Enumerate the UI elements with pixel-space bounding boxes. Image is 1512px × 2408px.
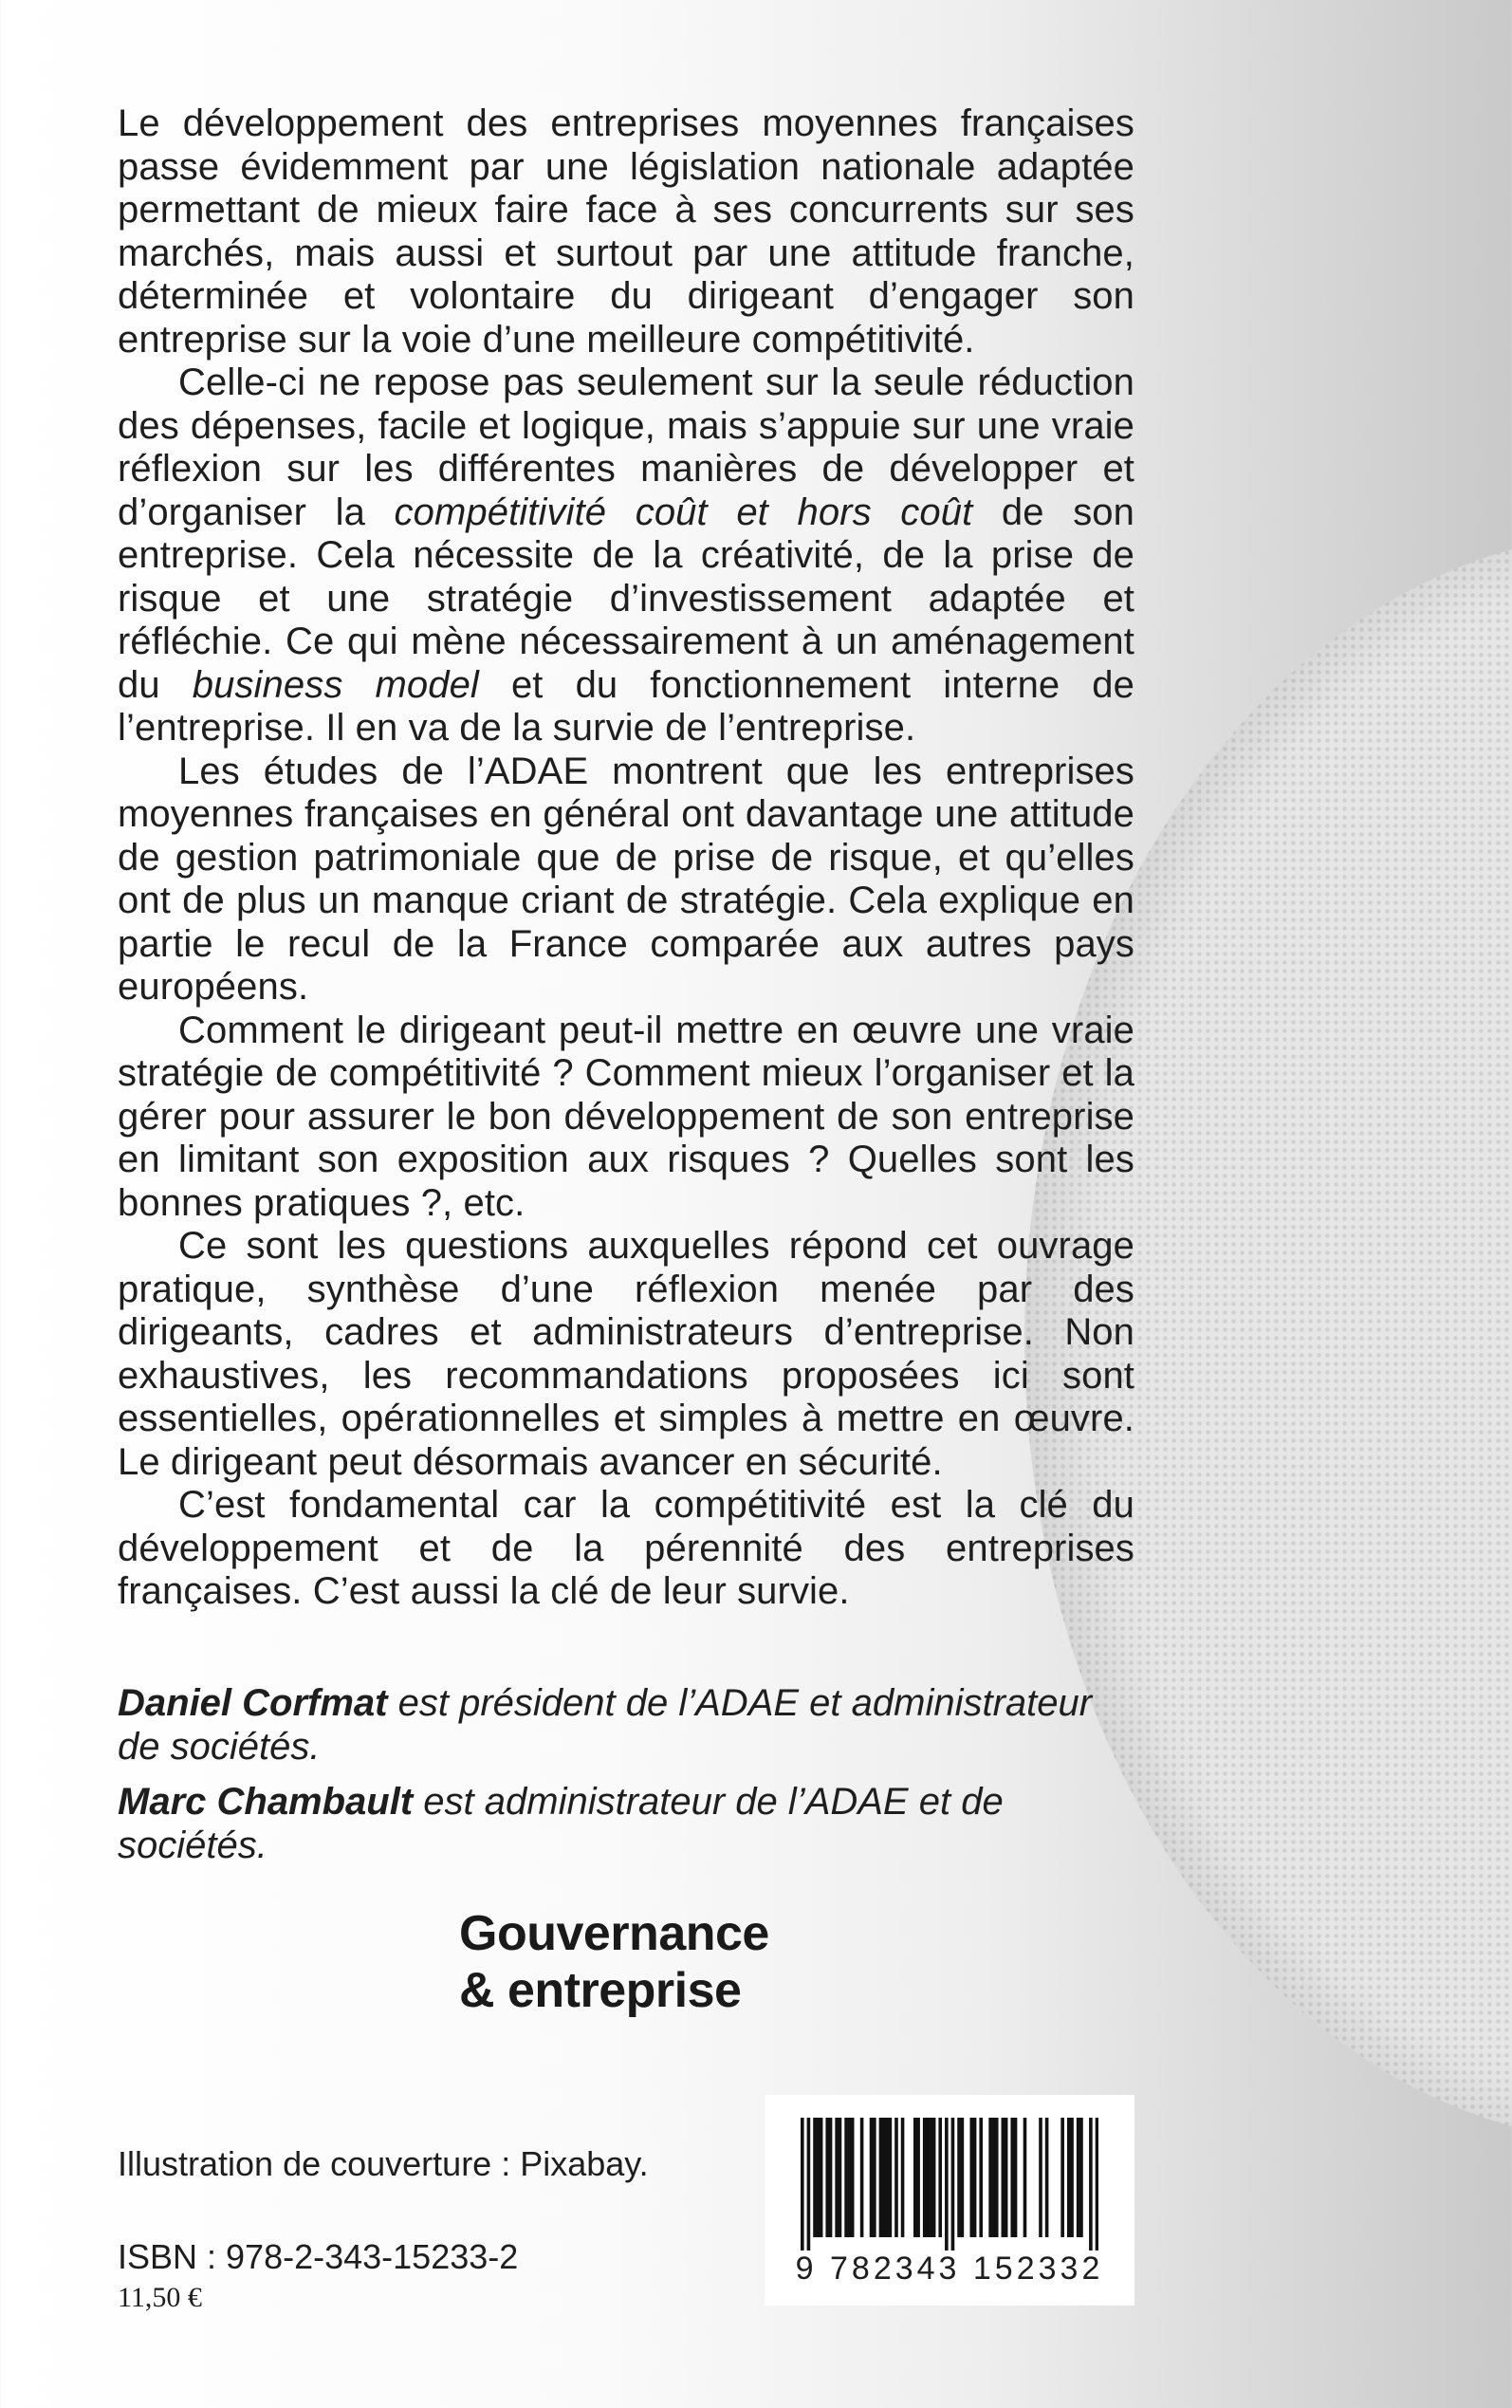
barcode-bar: [870, 2118, 874, 2237]
paragraph-2-emphasis-1: compétitivité coût et hors coût: [394, 491, 973, 533]
barcode-bar: [1014, 2118, 1018, 2237]
barcode-bar: [885, 2118, 889, 2237]
paragraph-6: C’est fondamental car la compétitivité est la clé du développement et de la pérennité des entreprises françaises. C’est aussi la clé de leur survie.: [118, 1484, 1134, 1612]
barcode-digits: 9 782343 152332: [795, 2251, 1104, 2287]
barcode-bar: [945, 2118, 949, 2251]
barcode: [765, 2095, 1134, 2306]
barcode-bar: [1070, 2118, 1074, 2237]
paragraph-5: Ce sont les questions auxquelles répond cet ouvrage pratique, synthèse d’une réflexion menée par des dirigeants, cadres et administrateurs d’entreprise. Non exhaustives, les recommandations proposées ici sont essentielles, opérationnelles et simples à mettre en œuvre. Le dirigeant peut désormais avancer en sécurité.: [118, 1225, 1134, 1483]
author-bio-2: [118, 1780, 1142, 1867]
barcode-bar: [817, 2118, 821, 2237]
barcode-bar: [1096, 2118, 1098, 2251]
barcode-bar: [913, 2118, 917, 2237]
price: 11,50 €: [118, 2282, 202, 2313]
barcode-bar: [932, 2118, 936, 2237]
barcode-bar: [835, 2118, 839, 2237]
paragraph-1: Le développement des entreprises moyennes françaises passe évidemment par une législation nationale adaptée permettant de mieux faire face à ses concurrents sur ses marchés, mais aussi et surtout par une attitude franche, déterminée et volontaire du dirigeant d’engager son entreprise sur la voie d’une meilleure compétitivité.: [118, 102, 1134, 361]
barcode-bar: [930, 2118, 933, 2237]
barcode-bar: [860, 2118, 864, 2237]
barcode-bar: [901, 2118, 905, 2237]
author-name-1: Daniel Corfmat: [118, 1682, 388, 1724]
barcode-bar: [848, 2118, 852, 2237]
barcode-bar: [1079, 2118, 1083, 2237]
paragraph-2-part-c: et du fonctionnement interne de l’entreprise. Il en va de la survie de l’entreprise.: [118, 663, 1135, 749]
barcode-bar: [995, 2118, 999, 2237]
collection-line-2: & entreprise: [459, 1963, 742, 2018]
barcode-bar: [1023, 2118, 1027, 2237]
barcode-bar: [1077, 2118, 1080, 2237]
paragraph-2-part-b: de son entreprise. Cela nécessite de la créativité, de la prise de risque et une stratégie d’investissement adaptée et réfléchie. Ce qui mène nécessairement à un aménagement du: [118, 491, 1134, 706]
barcode-bar: [1002, 2118, 1005, 2237]
paragraph-2: [118, 361, 1134, 750]
barcode-bar: [839, 2118, 842, 2237]
barcode-bar: [1039, 2118, 1042, 2237]
barcode-bar: [882, 2118, 886, 2237]
barcode-bar: [973, 2118, 977, 2237]
collection-line-1: Gouvernance: [459, 1906, 769, 1961]
barcode-bar: [1060, 2118, 1064, 2237]
paragraph-2-part-a: Celle-ci ne repose pas seulement sur la seule réduction des dépenses, facile et logique, mais s’appuie sur une vraie réflexion sur les différentes manières de développer et d’organiser la: [118, 361, 1134, 533]
isbn: ISBN : 978-2-343-15233-2: [118, 2237, 519, 2276]
barcode-bar: [969, 2118, 973, 2237]
author-bio-1: [118, 1681, 1142, 1769]
author-name-2: Marc Chambault: [118, 1781, 414, 1823]
barcode-bar: [851, 2118, 855, 2237]
barcode-bar: [1067, 2118, 1071, 2237]
barcode-bar: [992, 2118, 996, 2237]
paragraph-3: Les études de l’ADAE montrent que les entreprises moyennes françaises en général ont davantage une attitude de gestion patrimoniale que de prise de risque, et qu’elles ont de plus un manque criant de stratégie. Cela explique en partie le recul de la France comparée aux autres pays européens.: [118, 750, 1134, 1008]
barcode-bar: [820, 2118, 823, 2237]
barcode-bar: [813, 2118, 817, 2237]
paragraph-2-emphasis-2: business model: [192, 663, 479, 706]
barcode-bar: [879, 2118, 883, 2237]
blurb-text: [118, 102, 1134, 1614]
barcode-bar: [961, 2118, 965, 2237]
author-bios: [118, 1681, 1142, 1879]
barcode-bar: [951, 2118, 955, 2251]
cover-credit: Illustration de couverture : Pixabay.: [118, 2144, 649, 2183]
barcode-bar: [829, 2118, 833, 2237]
barcode-bar: [844, 2118, 848, 2237]
paragraph-4: Comment le dirigeant peut-il mettre en œuvre une vraie stratégie de compétitivité ? Comment mieux l’organiser et la gérer pour assurer le bon développement de son entreprise en limitant son exposition aux risques ? Quelles sont les bonnes pratiques ?, etc.: [118, 1009, 1134, 1224]
barcode-bar: [988, 2118, 992, 2237]
barcode-bar: [1005, 2118, 1008, 2237]
barcode-bar: [926, 2118, 930, 2237]
author-role-1: est président de l’ADAE et administrateur de sociétés.: [118, 1682, 1093, 1768]
barcode-bar: [957, 2118, 961, 2237]
barcode-bar: [938, 2118, 942, 2237]
barcode-bar: [825, 2118, 829, 2237]
barcode-bar: [889, 2118, 893, 2237]
barcode-bar: [1089, 2118, 1093, 2251]
barcode-bar: [916, 2118, 920, 2237]
barcode-bar: [1045, 2118, 1049, 2237]
barcode-bar: [801, 2118, 804, 2251]
barcode-bar: [807, 2118, 811, 2251]
collection-title: [459, 1905, 769, 2019]
barcode-bar: [873, 2118, 876, 2237]
barcode-bar: [979, 2118, 983, 2237]
barcode-bars: [801, 2118, 1098, 2251]
barcode-bar: [894, 2118, 898, 2237]
barcode-bar: [1010, 2118, 1014, 2237]
author-role-2: est administrateur de l’ADAE et de sociétés.: [118, 1781, 1004, 1866]
barcode-bar: [923, 2118, 927, 2237]
